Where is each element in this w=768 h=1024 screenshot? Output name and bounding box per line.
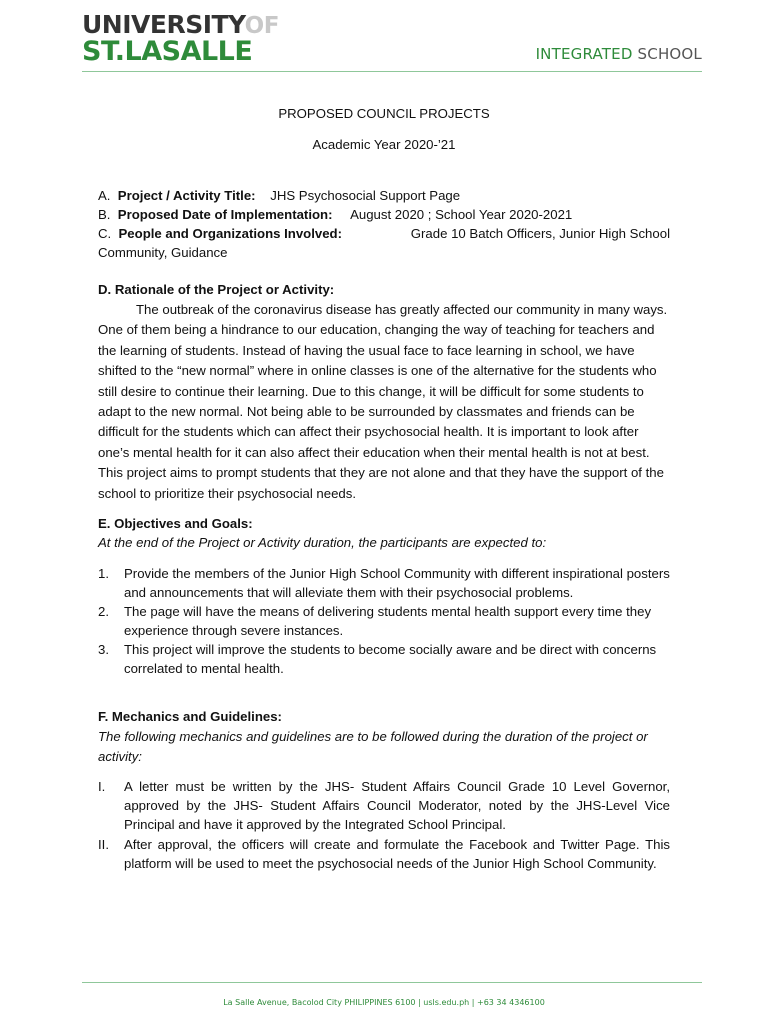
- section-heading-text: D. Rationale of the Project or Activity:: [98, 282, 335, 297]
- list-number: I.: [98, 779, 106, 794]
- objectives-heading: [98, 514, 670, 534]
- school-part-school: SCHOOL: [632, 45, 702, 63]
- list-item: [98, 777, 670, 834]
- list-item: [98, 640, 670, 678]
- mechanics-heading: [98, 707, 670, 727]
- list-number: 3.: [98, 642, 109, 657]
- list-item: [98, 602, 670, 640]
- info-value: JHS Psychosocial Support Page: [270, 188, 461, 203]
- info-marker: A.: [98, 188, 111, 203]
- rationale-heading: [98, 280, 670, 300]
- info-line: [98, 224, 670, 243]
- info-label: Proposed Date of Implementation:: [117, 207, 333, 222]
- list-text: This project will improve the students to become socially aware and be direct with concerns correlated to mental health.: [124, 642, 657, 676]
- info-value: Grade 10 Batch Officers, Junior High School: [410, 226, 670, 241]
- info-value-continuation: Community, Guidance: [98, 245, 228, 260]
- logo-line-university: [82, 12, 279, 38]
- footer-address: La Salle Avenue, Bacolod City PHILIPPINES 6100 | usls.edu.ph | +63 34 4346100: [223, 998, 545, 1007]
- university-logo: [82, 12, 279, 65]
- logo-university-text: UNIVERSITY: [82, 10, 246, 39]
- info-item-implementation-date: [98, 205, 670, 224]
- footer-divider: [82, 982, 702, 983]
- list-number: 1.: [98, 566, 109, 581]
- academic-year: Academic Year 2020-’21: [312, 137, 456, 152]
- info-label: Project / Activity Title:: [117, 188, 256, 203]
- integrated-school-label: [536, 45, 702, 63]
- logo-st-lasalle-text: ST.LASALLE: [82, 36, 253, 67]
- list-item: [98, 835, 670, 873]
- rationale-paragraph: The outbreak of the coronavirus disease has greatly affected our community in many ways. One of them being a hindrance to our education, changing the way of teaching for teachers and the learning of students. Instead of having the usual face to face learning in school, we have shifted to the “new normal” where in online classes is one of the alternative for the students who still desire to continue their learning. Due to this change, it will be difficult for some students to adapt to the new normal. Not being able to be surrounded by classmates and friends can be difficult for the students which can affect their psychosocial health. It is important to look after one’s mental health for it can also affect their education when their mental health is not at best. This project aims to prompt students that they are not alone and that they have the support of the school to prioritize their psychosocial needs.: [98, 302, 668, 501]
- section-heading-text: F. Mechanics and Guidelines:: [98, 709, 282, 724]
- info-item-people-involved: [98, 224, 670, 262]
- list-number: II.: [98, 837, 109, 852]
- list-number: 2.: [98, 604, 109, 619]
- list-item: [98, 564, 670, 602]
- list-text: A letter must be written by the JHS- Student Affairs Council Grade 10 Level Governor, approved by the JHS- Student Affairs Council Moderator, noted by the JHS-Level Vice Principal and have it approved by the Integrated School Principal.: [124, 779, 670, 832]
- info-marker: C.: [98, 226, 112, 241]
- objectives-intro: At the end of the Project or Activity duration, the participants are expected to:: [98, 535, 547, 550]
- info-label: People and Organizations Involved:: [118, 226, 343, 241]
- logo-of-text: OF: [244, 13, 279, 39]
- list-text: Provide the members of the Junior High School Community with different inspirational posters and announcements that will alleviate them with their psychosocial problems.: [124, 566, 670, 600]
- list-text: After approval, the officers will create and formulate the Facebook and Twitter Page. This platform will be used to meet the psychosocial needs of the Junior High School Community.: [124, 837, 670, 871]
- mechanics-intro: The following mechanics and guidelines are to be followed during the duration of the project or activity:: [98, 729, 648, 764]
- list-text: The page will have the means of delivering students mental health support every time they experience through severe instances.: [124, 604, 652, 638]
- info-item-project-title: [98, 186, 670, 205]
- document-title: PROPOSED COUNCIL PROJECTS: [278, 106, 490, 121]
- school-part-integrated: INTEGRATED: [535, 45, 633, 63]
- info-value: August 2020 ; School Year 2020-2021: [350, 207, 573, 222]
- info-label-group: [98, 224, 342, 243]
- info-marker: B.: [98, 207, 111, 222]
- section-heading-text: E. Objectives and Goals:: [98, 516, 253, 531]
- header-divider: [82, 71, 702, 72]
